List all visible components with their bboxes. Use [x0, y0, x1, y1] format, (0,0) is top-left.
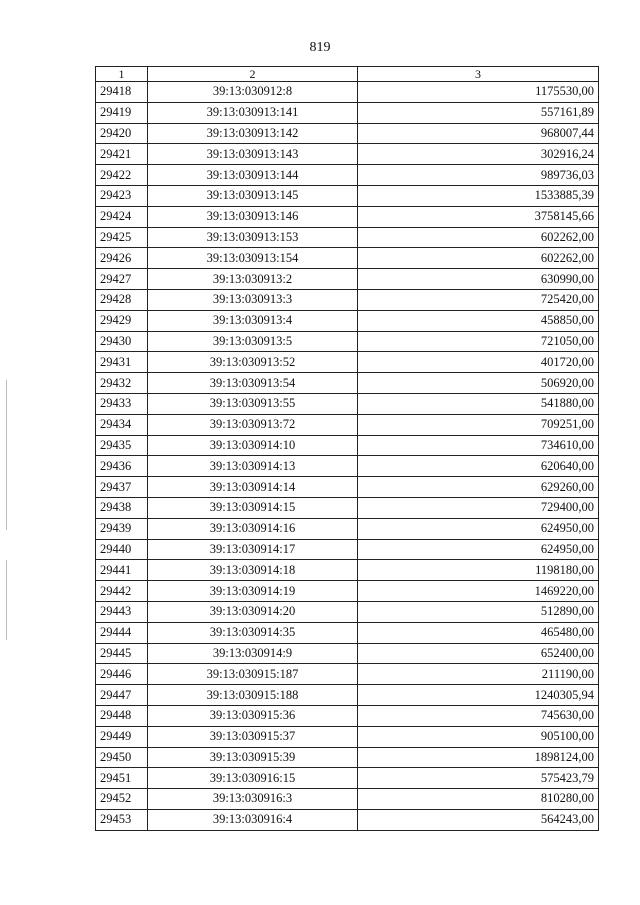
table-row [96, 809, 599, 830]
table-row [96, 643, 599, 664]
row-number-cell: 29453 [96, 809, 148, 830]
table-row [96, 393, 599, 414]
row-number-cell: 29446 [96, 664, 148, 685]
value-cell: 401720,00 [358, 352, 599, 373]
row-number-cell: 29440 [96, 539, 148, 560]
row-number-cell: 29419 [96, 102, 148, 123]
value-cell: 465480,00 [358, 622, 599, 643]
cadastral-number-cell: 39:13:030913:153 [148, 227, 358, 248]
value-cell: 624950,00 [358, 539, 599, 560]
table-row [96, 185, 599, 206]
table-header-row [96, 67, 599, 82]
row-number-cell: 29429 [96, 310, 148, 331]
row-number-cell: 29438 [96, 497, 148, 518]
cadastral-number-cell: 39:13:030913:145 [148, 185, 358, 206]
cadastral-number-cell: 39:13:030914:18 [148, 560, 358, 581]
row-number-cell: 29451 [96, 768, 148, 789]
cadastral-number-cell: 39:13:030913:146 [148, 206, 358, 227]
row-number-cell: 29418 [96, 82, 148, 103]
cadastral-number-cell: 39:13:030912:8 [148, 82, 358, 103]
value-cell: 541880,00 [358, 393, 599, 414]
value-cell: 557161,89 [358, 102, 599, 123]
table-row [96, 622, 599, 643]
row-number-cell: 29434 [96, 414, 148, 435]
row-number-cell: 29430 [96, 331, 148, 352]
column-header-1: 1 [96, 67, 148, 82]
value-cell: 302916,24 [358, 144, 599, 165]
value-cell: 968007,44 [358, 123, 599, 144]
value-cell: 575423,79 [358, 768, 599, 789]
cadastral-number-cell: 39:13:030915:187 [148, 664, 358, 685]
row-number-cell: 29435 [96, 435, 148, 456]
table-row [96, 518, 599, 539]
value-cell: 1533885,39 [358, 185, 599, 206]
table-row [96, 705, 599, 726]
table-row [96, 414, 599, 435]
cadastral-number-cell: 39:13:030914:20 [148, 601, 358, 622]
cadastral-number-cell: 39:13:030914:9 [148, 643, 358, 664]
table-row [96, 477, 599, 498]
table-row [96, 352, 599, 373]
cadastral-number-cell: 39:13:030913:144 [148, 165, 358, 186]
cadastral-number-cell: 39:13:030913:52 [148, 352, 358, 373]
cadastral-number-cell: 39:13:030916:15 [148, 768, 358, 789]
table-row [96, 331, 599, 352]
cadastral-number-cell: 39:13:030914:19 [148, 581, 358, 602]
value-cell: 624950,00 [358, 518, 599, 539]
row-number-cell: 29424 [96, 206, 148, 227]
table-row [96, 747, 599, 768]
value-cell: 3758145,66 [358, 206, 599, 227]
row-number-cell: 29427 [96, 269, 148, 290]
value-cell: 734610,00 [358, 435, 599, 456]
value-cell: 602262,00 [358, 248, 599, 269]
cadastral-number-cell: 39:13:030913:3 [148, 289, 358, 310]
value-cell: 512890,00 [358, 601, 599, 622]
cadastral-number-cell: 39:13:030914:10 [148, 435, 358, 456]
row-number-cell: 29449 [96, 726, 148, 747]
cadastral-number-cell: 39:13:030913:141 [148, 102, 358, 123]
table-row [96, 102, 599, 123]
cadastral-number-cell: 39:13:030915:37 [148, 726, 358, 747]
row-number-cell: 29452 [96, 789, 148, 810]
table-row [96, 497, 599, 518]
row-number-cell: 29426 [96, 248, 148, 269]
column-header-3: 3 [358, 67, 599, 82]
row-number-cell: 29420 [96, 123, 148, 144]
table-row [96, 227, 599, 248]
value-cell: 602262,00 [358, 227, 599, 248]
value-cell: 1175530,00 [358, 82, 599, 103]
cadastral-number-cell: 39:13:030913:54 [148, 373, 358, 394]
value-cell: 629260,00 [358, 477, 599, 498]
cadastral-number-cell: 39:13:030913:143 [148, 144, 358, 165]
table-row [96, 685, 599, 706]
value-cell: 1469220,00 [358, 581, 599, 602]
cadastral-number-cell: 39:13:030914:35 [148, 622, 358, 643]
table-row [96, 248, 599, 269]
cadastral-number-cell: 39:13:030915:39 [148, 747, 358, 768]
row-number-cell: 29423 [96, 185, 148, 206]
value-cell: 989736,03 [358, 165, 599, 186]
table-row [96, 123, 599, 144]
value-cell: 211190,00 [358, 664, 599, 685]
cadastral-number-cell: 39:13:030915:36 [148, 705, 358, 726]
cadastral-number-cell: 39:13:030913:142 [148, 123, 358, 144]
table-row [96, 789, 599, 810]
table-row [96, 310, 599, 331]
table-row [96, 269, 599, 290]
cadastral-number-cell: 39:13:030914:13 [148, 456, 358, 477]
cadastral-number-cell: 39:13:030913:154 [148, 248, 358, 269]
value-cell: 725420,00 [358, 289, 599, 310]
row-number-cell: 29437 [96, 477, 148, 498]
row-number-cell: 29431 [96, 352, 148, 373]
value-cell: 905100,00 [358, 726, 599, 747]
row-number-cell: 29444 [96, 622, 148, 643]
table-row [96, 601, 599, 622]
value-cell: 458850,00 [358, 310, 599, 331]
cadastral-number-cell: 39:13:030913:4 [148, 310, 358, 331]
table-row [96, 560, 599, 581]
table-row [96, 206, 599, 227]
value-cell: 630990,00 [358, 269, 599, 290]
cadastral-number-cell: 39:13:030914:15 [148, 497, 358, 518]
row-number-cell: 29439 [96, 518, 148, 539]
row-number-cell: 29436 [96, 456, 148, 477]
value-cell: 729400,00 [358, 497, 599, 518]
cadastral-number-cell: 39:13:030914:16 [148, 518, 358, 539]
column-header-2: 2 [148, 67, 358, 82]
row-number-cell: 29447 [96, 685, 148, 706]
value-cell: 709251,00 [358, 414, 599, 435]
value-cell: 721050,00 [358, 331, 599, 352]
table-row [96, 664, 599, 685]
table-row [96, 581, 599, 602]
row-number-cell: 29422 [96, 165, 148, 186]
row-number-cell: 29425 [96, 227, 148, 248]
value-cell: 1898124,00 [358, 747, 599, 768]
row-number-cell: 29450 [96, 747, 148, 768]
value-cell: 506920,00 [358, 373, 599, 394]
value-cell: 1198180,00 [358, 560, 599, 581]
row-number-cell: 29421 [96, 144, 148, 165]
row-number-cell: 29428 [96, 289, 148, 310]
value-cell: 810280,00 [358, 789, 599, 810]
cadastral-number-cell: 39:13:030916:3 [148, 789, 358, 810]
table-row [96, 165, 599, 186]
cadastral-number-cell: 39:13:030915:188 [148, 685, 358, 706]
cadastral-number-cell: 39:13:030913:55 [148, 393, 358, 414]
row-number-cell: 29432 [96, 373, 148, 394]
value-cell: 1240305,94 [358, 685, 599, 706]
cadastral-number-cell: 39:13:030914:17 [148, 539, 358, 560]
cadastral-number-cell: 39:13:030913:5 [148, 331, 358, 352]
table-row [96, 289, 599, 310]
table-row [96, 373, 599, 394]
table-row [96, 539, 599, 560]
data-table [95, 66, 599, 831]
margin-scan-mark [6, 380, 7, 530]
margin-scan-mark [6, 560, 7, 640]
page-number: 819 [309, 40, 331, 55]
row-number-cell: 29443 [96, 601, 148, 622]
table-row [96, 726, 599, 747]
value-cell: 564243,00 [358, 809, 599, 830]
cadastral-number-cell: 39:13:030913:2 [148, 269, 358, 290]
cadastral-number-cell: 39:13:030913:72 [148, 414, 358, 435]
table-row [96, 144, 599, 165]
table-row [96, 435, 599, 456]
table-row [96, 768, 599, 789]
row-number-cell: 29448 [96, 705, 148, 726]
value-cell: 745630,00 [358, 705, 599, 726]
table-body [96, 82, 599, 831]
table-row [96, 82, 599, 103]
value-cell: 652400,00 [358, 643, 599, 664]
row-number-cell: 29433 [96, 393, 148, 414]
row-number-cell: 29442 [96, 581, 148, 602]
row-number-cell: 29441 [96, 560, 148, 581]
cadastral-number-cell: 39:13:030916:4 [148, 809, 358, 830]
value-cell: 620640,00 [358, 456, 599, 477]
cadastral-number-cell: 39:13:030914:14 [148, 477, 358, 498]
row-number-cell: 29445 [96, 643, 148, 664]
table-row [96, 456, 599, 477]
